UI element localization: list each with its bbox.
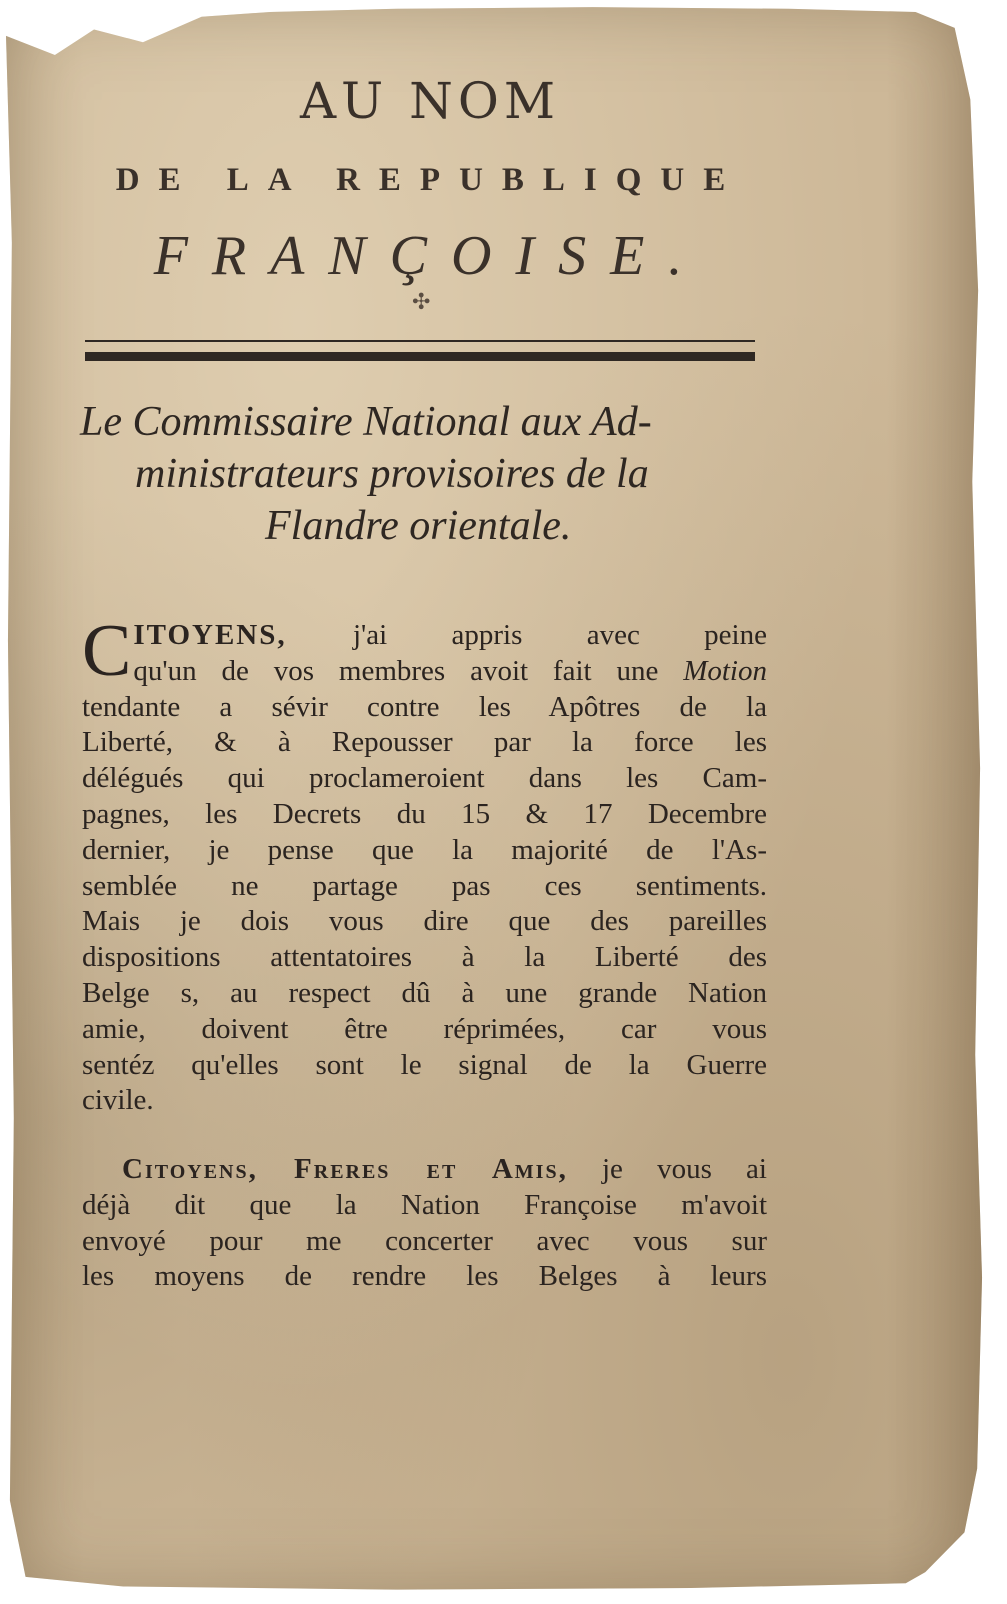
body-line xyxy=(82,654,767,690)
body-line: pagnes, les Decrets du 15 & 17 Decembre xyxy=(82,797,767,830)
body-line: tendante a sévir contre les Apôtres de la xyxy=(82,690,767,723)
body-line: civile. xyxy=(82,1084,154,1117)
salutation-lead: Citoyens, Freres et Amis, xyxy=(122,1153,568,1185)
body-line: Mais je dois vous dire que des pareilles xyxy=(82,905,767,938)
body-line: sentéz qu'elles sont le signal de la Guerre xyxy=(82,1048,767,1081)
citoyens-lead: ITOYENS, xyxy=(133,619,353,651)
subtitle xyxy=(80,396,780,552)
motion-word: Motion xyxy=(683,654,767,687)
ornament-icon: ✣ xyxy=(412,290,431,315)
body-line: semblée ne partage pas ces sentiments. xyxy=(82,869,767,902)
line-text: je vous ai xyxy=(567,1153,767,1185)
body-line xyxy=(82,618,767,654)
divider-thin xyxy=(85,340,755,342)
drop-cap: C xyxy=(82,610,132,692)
body-line: dernier, je pense que la majorité de l'As- xyxy=(82,833,767,866)
heading-republique: DE LA REPUBLIQUE xyxy=(115,162,745,198)
body-line: Belge s, au respect dû à une grande Nation xyxy=(82,976,767,1009)
subtitle-line-2: ministrateurs provisoires de la xyxy=(135,451,649,497)
body-line: envoyé pour me concerter avec vous sur xyxy=(82,1224,767,1257)
body-line xyxy=(82,1152,767,1188)
divider-thick xyxy=(85,352,755,361)
subtitle-line-1: Le Commissaire National aux Ad- xyxy=(80,399,652,445)
heading-au-nom: AU NOM xyxy=(299,72,561,130)
body-line: dispositions attentatoires à la Liberté des xyxy=(82,941,767,974)
line-text: qu'un de vos membres avoit fait une xyxy=(133,654,684,687)
body-line: déjà dit que la Nation Françoise m'avoit xyxy=(82,1188,767,1221)
body-line: Liberté, & à Repousser par la force les xyxy=(82,726,767,759)
heading-francoise: FRANÇOISE. xyxy=(153,225,707,287)
subtitle-line-3: Flandre orientale. xyxy=(265,503,572,549)
paragraph-1 xyxy=(82,610,767,1119)
body-line: amie, doivent être réprimées, car vous xyxy=(82,1012,767,1045)
body-line: délégués qui proclameroient dans les Cam- xyxy=(82,762,767,795)
body-line: les moyens de rendre les Belges à leurs xyxy=(82,1260,767,1293)
line-text: j'ai appris avec peine xyxy=(352,619,767,651)
paragraph-2 xyxy=(82,1152,767,1295)
